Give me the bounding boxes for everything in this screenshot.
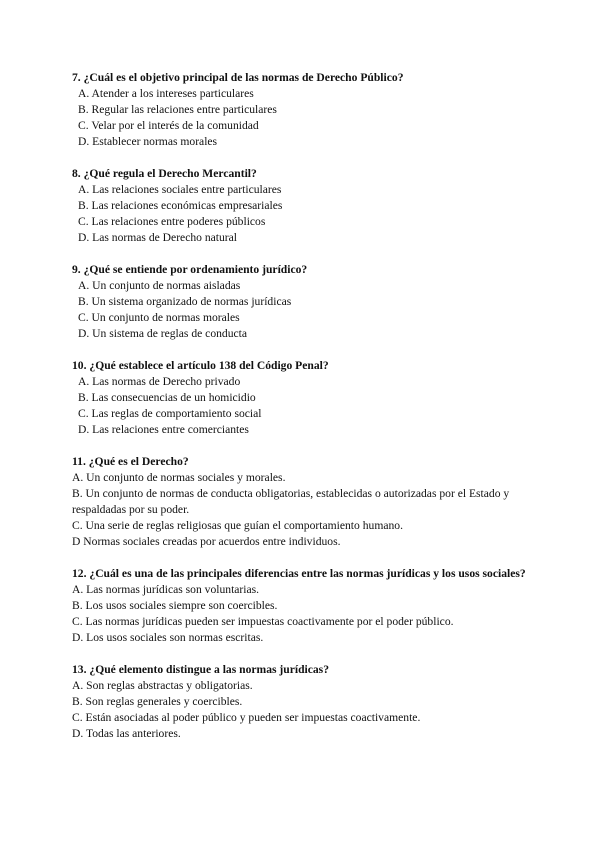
option-b: B. Las consecuencias de un homicidio — [78, 391, 256, 404]
option-c: C. Un conjunto de normas morales — [78, 311, 240, 324]
option-a: A. Atender a los intereses particulares — [78, 87, 254, 100]
option-c: C. Las relaciones entre poderes públicos — [78, 215, 266, 228]
option-b: B. Regular las relaciones entre particulares — [78, 103, 277, 116]
option-d: D. Un sistema de reglas de conducta — [78, 327, 248, 340]
option-d: D. Las relaciones entre comerciantes — [78, 423, 249, 436]
option-a: A. Son reglas abstractas y obligatorias. — [72, 679, 253, 692]
option-c: C. Velar por el interés de la comunidad — [78, 119, 259, 132]
question-title: 12. ¿Cuál es una de las principales diferencias entre las normas jurídicas y los usos sociales? — [72, 567, 526, 580]
option-d: D. Las normas de Derecho natural — [78, 231, 238, 244]
quiz-document — [72, 70, 532, 758]
option-a: A. Las normas de Derecho privado — [78, 375, 241, 388]
option-b: B. Son reglas generales y coercibles. — [72, 695, 243, 708]
question-13 — [72, 662, 532, 742]
question-9 — [72, 262, 532, 342]
option-b: B. Un conjunto de normas de conducta obligatorias, establecidas o autorizadas por el Estado y respaldadas por su poder. — [72, 487, 510, 516]
option-b: B. Un sistema organizado de normas jurídicas — [78, 295, 292, 308]
option-d: D. Establecer normas morales — [78, 135, 218, 148]
option-c: C. Una serie de reglas religiosas que guían el comportamiento humano. — [72, 519, 403, 532]
option-c: C. Están asociadas al poder público y pueden ser impuestas coactivamente. — [72, 711, 421, 724]
option-b: B. Los usos sociales siempre son coercibles. — [72, 599, 278, 612]
question-10 — [72, 358, 532, 438]
option-d: D. Los usos sociales son normas escritas. — [72, 631, 264, 644]
option-a: A. Las relaciones sociales entre particulares — [78, 183, 282, 196]
question-12 — [72, 566, 532, 646]
option-a: A. Un conjunto de normas sociales y morales. — [72, 471, 286, 484]
option-c: C. Las normas jurídicas pueden ser impuestas coactivamente por el poder público. — [72, 615, 454, 628]
question-11 — [72, 454, 532, 550]
option-c: C. Las reglas de comportamiento social — [78, 407, 262, 420]
question-title: 10. ¿Qué establece el artículo 138 del Código Penal? — [72, 359, 329, 372]
option-d: D. Todas las anteriores. — [72, 727, 181, 740]
option-a: A. Las normas jurídicas son voluntarias. — [72, 583, 260, 596]
option-b: B. Las relaciones económicas empresariales — [78, 199, 283, 212]
question-8 — [72, 166, 532, 246]
option-a: A. Un conjunto de normas aisladas — [78, 279, 241, 292]
question-title: 11. ¿Qué es el Derecho? — [72, 455, 189, 468]
option-d: D Normas sociales creadas por acuerdos entre individuos. — [72, 535, 341, 548]
question-title: 8. ¿Qué regula el Derecho Mercantil? — [72, 167, 257, 180]
question-title: 9. ¿Qué se entiende por ordenamiento jurídico? — [72, 263, 308, 276]
question-7 — [72, 70, 532, 150]
question-title: 13. ¿Qué elemento distingue a las normas jurídicas? — [72, 663, 329, 676]
question-title: 7. ¿Cuál es el objetivo principal de las normas de Derecho Público? — [72, 71, 404, 84]
